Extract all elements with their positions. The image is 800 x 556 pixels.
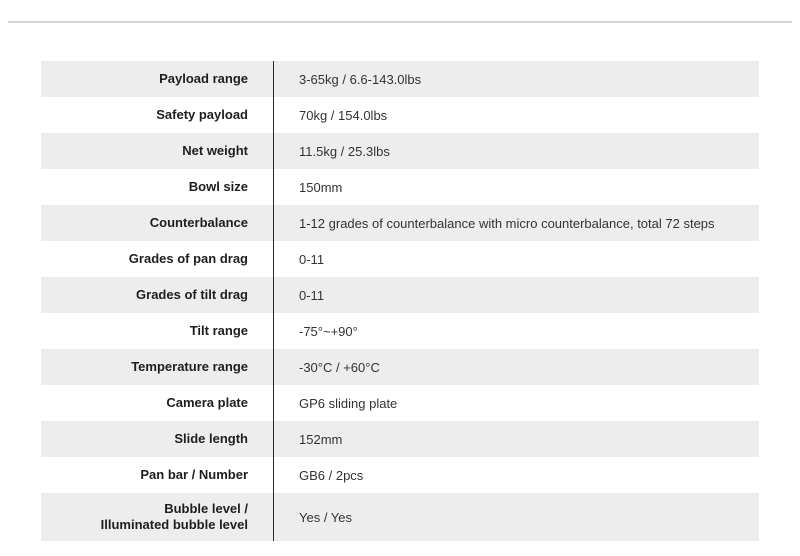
spec-row-bubble-level [41,493,759,541]
spec-row-pan-bar [41,457,759,493]
spec-row-counterbalance [41,205,759,241]
spec-value: 150mm [299,179,343,195]
spec-row-tilt-drag [41,277,759,313]
spec-value: 11.5kg / 25.3lbs [299,143,390,159]
spec-value: -30°C / +60°C [299,359,380,375]
spec-row-tilt-range [41,313,759,349]
spec-value: 152mm [299,431,343,447]
spec-label: Counterbalance [41,205,274,241]
spec-value: -75°~+90° [299,323,358,339]
spec-row-pan-drag [41,241,759,277]
spec-value: GB6 / 2pcs [299,467,364,483]
spec-label: Net weight [41,133,274,169]
spec-label: Payload range [41,61,274,97]
spec-value: 70kg / 154.0lbs [299,107,388,123]
spec-row-safety-payload [41,97,759,133]
spec-row-camera-plate [41,385,759,421]
spec-row-bowl-size [41,169,759,205]
spec-label: Safety payload [41,97,274,133]
spec-row-slide-length [41,421,759,457]
spec-table [41,61,759,541]
spec-label: Grades of pan drag [41,241,274,277]
spec-label: Grades of tilt drag [41,277,274,313]
spec-label: Tilt range [41,313,274,349]
spec-label: Temperature range [41,349,274,385]
spec-value: 1-12 grades of counterbalance with micro counterbalance, total 72 steps [299,215,715,231]
spec-value: GP6 sliding plate [299,395,398,411]
spec-value: 0-11 [299,287,325,303]
spec-row-net-weight [41,133,759,169]
spec-label: Slide length [41,421,274,457]
spec-label: Camera plate [41,385,274,421]
spec-label: Pan bar / Number [41,457,274,493]
spec-label: Bowl size [41,169,274,205]
spec-value: 3-65kg / 6.6-143.0lbs [299,71,422,87]
spec-label: Bubble level / Illuminated bubble level [41,493,274,541]
spec-value: 0-11 [299,251,325,267]
spec-row-payload-range [41,61,759,97]
spec-value: Yes / Yes [299,509,353,525]
spec-row-temperature-range [41,349,759,385]
top-divider [8,21,792,23]
